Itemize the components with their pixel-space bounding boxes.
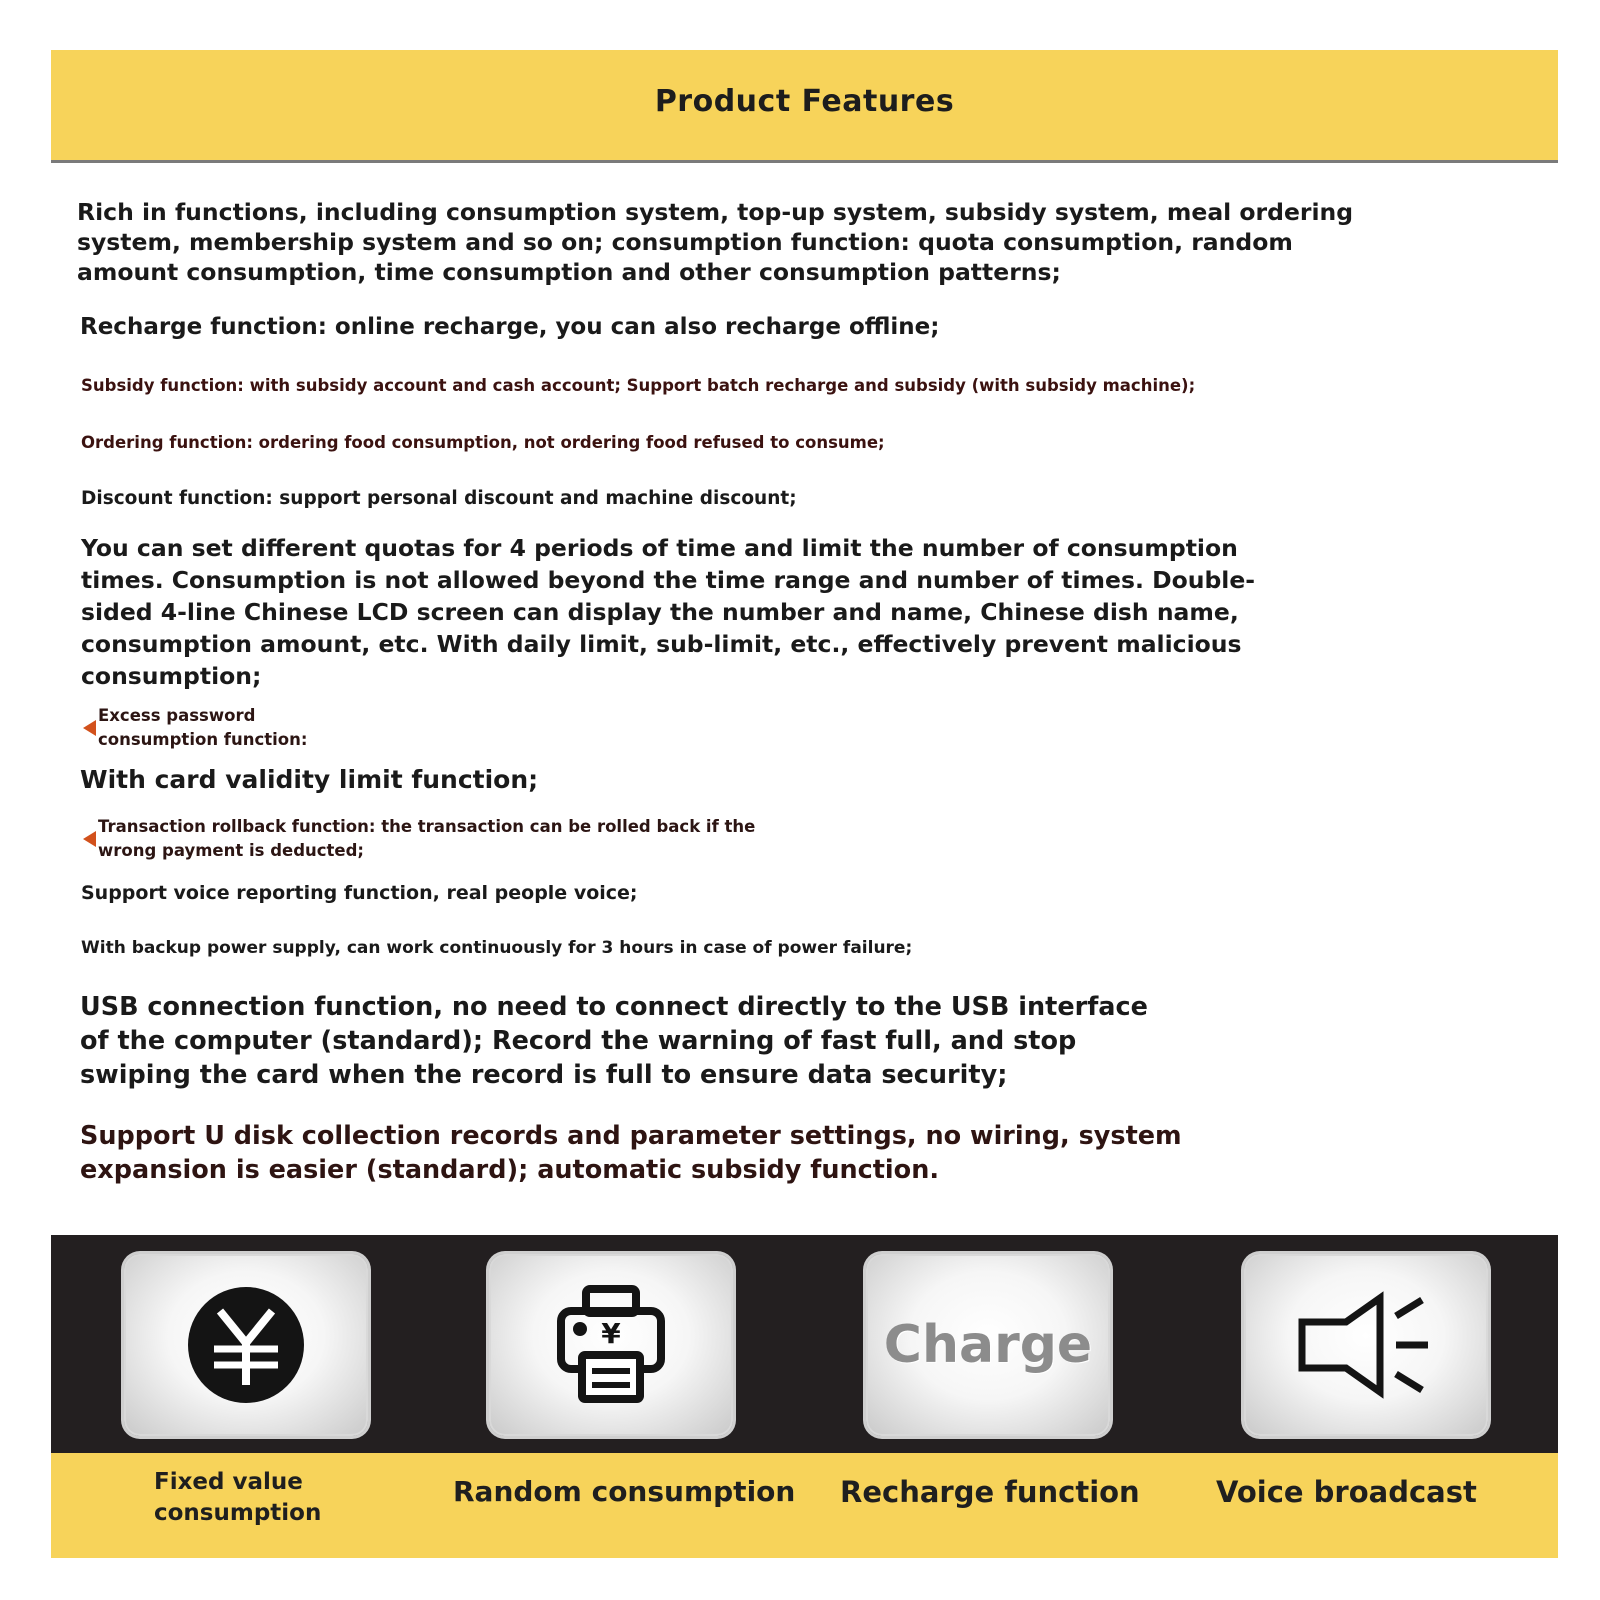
speaker-icon: [1296, 1290, 1436, 1400]
tile-voice-broadcast: [1244, 1254, 1488, 1436]
feature-backup-power: With backup power supply, can work continuously for 3 hours in case of power failure;: [81, 938, 913, 958]
label-voice-broadcast: Voice broadcast: [1216, 1475, 1477, 1509]
bullet-arrow-icon: [83, 720, 96, 736]
feature-quota-periods: You can set different quotas for 4 periods of time and limit the number of consumption times. Consumption is not allowed beyond the time range and number of times. Double- sided 4-line Chinese LCD screen can display the number and name, Chinese dish name, consumption amount, etc. With daily limit, sub-limit, etc., effectively prevent malicious consumption;: [81, 534, 1256, 690]
header-banner: [51, 50, 1558, 163]
label-fixed-value: Fixed value consumption: [154, 1469, 322, 1526]
tile-random-consumption: [489, 1254, 733, 1436]
tile-recharge: [866, 1254, 1110, 1436]
feature-recharge: Recharge function: online recharge, you can also recharge offline;: [80, 314, 940, 340]
feature-card-validity: With card validity limit function;: [80, 765, 539, 794]
feature-ordering: Ordering function: ordering food consumption, not ordering food refused to consume;: [81, 433, 885, 452]
feature-voice-reporting: Support voice reporting function, real people voice;: [81, 882, 638, 904]
charge-icon: Charge: [883, 1315, 1093, 1375]
bullet-arrow-icon: [83, 831, 96, 847]
feature-transaction-rollback-text: Transaction rollback function: the transaction can be rolled back if the wrong payment is deducted;: [98, 817, 756, 860]
label-random-consumption: Random consumption: [453, 1475, 796, 1508]
svg-text:¥: ¥: [601, 1317, 621, 1350]
feature-excess-password-text: Excess password consumption function:: [98, 706, 308, 749]
receipt-printer-icon: [556, 1285, 666, 1405]
feature-subsidy: Subsidy function: with subsidy account and cash account; Support batch recharge and subsidy (with subsidy machine);: [81, 376, 1196, 395]
tile-fixed-value: [124, 1254, 368, 1436]
feature-usb-connection: USB connection function, no need to connect directly to the USB interface of the computer (standard); Record the warning of fast full, and stop swiping the card when the record is full to ensure data security;: [80, 992, 1148, 1090]
feature-discount: Discount function: support personal discount and machine discount;: [81, 488, 797, 509]
feature-excess-password: [83, 704, 307, 752]
label-recharge-function: Recharge function: [840, 1475, 1140, 1509]
page-title: Product Features: [654, 83, 955, 119]
feature-u-disk: Support U disk collection records and parameter settings, no wiring, system expansion is easier (standard); automatic subsidy function.: [80, 1121, 1182, 1185]
feature-transaction-rollback: [83, 815, 755, 863]
feature-functions-overview: Rich in functions, including consumption system, top-up system, subsidy system, meal ordering system, membership system and so on; consumption function: quota consumption, random amount consumption, time consumption and other consumption patterns;: [77, 198, 1354, 286]
yen-coin-icon: [186, 1285, 306, 1405]
